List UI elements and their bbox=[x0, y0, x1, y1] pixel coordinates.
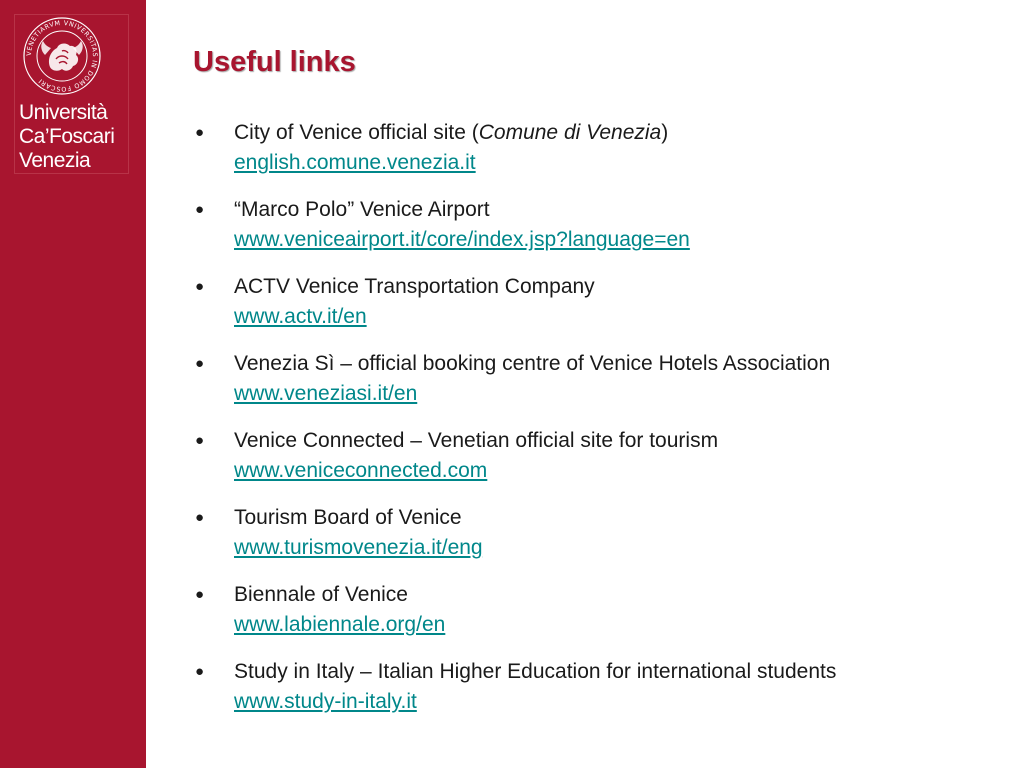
item-description: “Marco Polo” Venice Airport bbox=[234, 198, 490, 221]
bullet-icon: ● bbox=[195, 201, 205, 218]
sidebar bbox=[0, 0, 146, 768]
list-item bbox=[193, 657, 993, 734]
university-wordmark bbox=[19, 101, 129, 173]
item-text-before: City of Venice official site ( bbox=[234, 121, 479, 144]
link-veniceconnected[interactable]: www.veniceconnected.com bbox=[234, 459, 488, 482]
bullet-icon: ● bbox=[195, 586, 205, 603]
lion-seal-icon bbox=[21, 15, 103, 97]
list-item bbox=[193, 272, 993, 349]
links-list bbox=[193, 118, 993, 734]
wordmark-line-2: Ca’Foscari bbox=[19, 125, 115, 148]
list-item bbox=[193, 503, 993, 580]
link-labiennale[interactable]: www.labiennale.org/en bbox=[234, 613, 446, 636]
item-description: ACTV Venice Transportation Company bbox=[234, 275, 595, 298]
item-text-italic: Comune di Venezia bbox=[478, 121, 662, 144]
list-item bbox=[193, 580, 993, 657]
list-item bbox=[193, 118, 993, 195]
bullet-icon: ● bbox=[195, 432, 205, 449]
list-item bbox=[193, 349, 993, 426]
bullet-icon: ● bbox=[195, 124, 205, 141]
item-description: Biennale of Venice bbox=[234, 583, 408, 606]
link-study-in-italy[interactable]: www.study-in-italy.it bbox=[234, 690, 417, 713]
item-description: Venice Connected – Venetian official site for tourism bbox=[234, 429, 719, 452]
seal-text: VENETIARVM VNIVERSITAS IN DOMO FOSCARI bbox=[24, 18, 100, 94]
link-actv[interactable]: www.actv.it/en bbox=[234, 305, 367, 328]
bullet-icon: ● bbox=[195, 278, 205, 295]
list-item bbox=[193, 195, 993, 272]
link-venice-airport[interactable]: www.veniceairport.it/core/index.jsp?language=en bbox=[234, 228, 690, 251]
item-description: Study in Italy – Italian Higher Education for international students bbox=[234, 660, 837, 683]
item-description: Tourism Board of Venice bbox=[234, 506, 462, 529]
bullet-icon: ● bbox=[195, 663, 205, 680]
link-veneziasi[interactable]: www.veneziasi.it/en bbox=[234, 382, 418, 405]
bullet-icon: ● bbox=[195, 355, 205, 372]
bullet-icon: ● bbox=[195, 509, 205, 526]
university-logo bbox=[14, 14, 129, 174]
wordmark-line-3: Venezia bbox=[19, 149, 91, 172]
link-turismovenezia[interactable]: www.turismovenezia.it/eng bbox=[234, 536, 483, 559]
list-item bbox=[193, 426, 993, 503]
item-text-after: ) bbox=[661, 121, 669, 144]
link-comune-venezia[interactable]: english.comune.venezia.it bbox=[234, 151, 476, 174]
item-description: Venezia Sì – official booking centre of Venice Hotels Association bbox=[234, 352, 831, 375]
item-description bbox=[234, 118, 993, 148]
slide-title: Useful links bbox=[193, 46, 356, 78]
wordmark-line-1: Università bbox=[19, 101, 108, 124]
